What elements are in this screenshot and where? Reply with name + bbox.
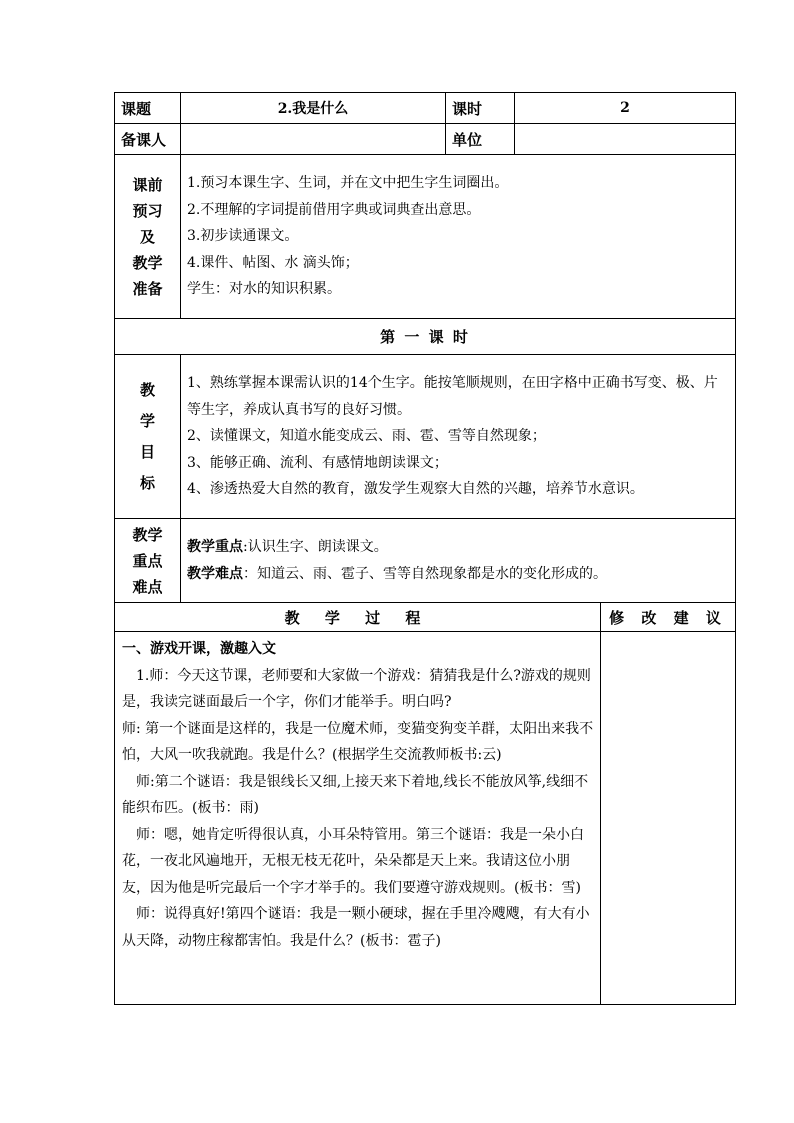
- process-paragraph: 师：说得真好!第四个谜语：我是一颗小硬球，握在手里冷飕飕，有大有小从天降，动物庄稼都害怕。我是什么？(板书：雹子): [122, 906, 590, 949]
- process-row: [115, 632, 736, 1005]
- goal-item: 2、读懂课文，知道水能变成云、雨、雹、雪等自然现象；: [187, 428, 546, 445]
- preparer-row: [115, 124, 736, 155]
- process-header-row: [115, 603, 736, 632]
- process-paragraph: 师：嗯，她肯定听得很认真，小耳朵特管用。第三个谜语：我是一朵小白花，一夜北风遍地开，无根无枝无花叶，朵朵都是天上来。我请这位小朋友，因为他是听完最后一个字才举手的。我们要遵守游戏规则。(板书：雪): [122, 826, 584, 896]
- keypoints-label: 教学 重点 难点: [115, 519, 181, 603]
- session-title: 第 一 课 时: [115, 319, 736, 355]
- suggest-content: [601, 632, 736, 1005]
- topic-value: 2.我是什么: [181, 93, 446, 124]
- difficulty-label: 教学难点: [187, 565, 243, 582]
- suggest-title: 修 改 建 议: [601, 603, 736, 632]
- section-heading: 一、游戏开课，激趣入文: [122, 641, 276, 657]
- session-row: [115, 319, 736, 355]
- unit-label: 单位: [446, 124, 515, 155]
- focus-text: :认识生字、朗读课文。: [243, 539, 388, 555]
- goal-item: 1、熟练掌握本课需认识的14个生字。能按笔顺规则，在田字格中正确书写变、极、片等生字，养成认真书写的良好习惯。: [187, 375, 718, 418]
- preparer-value: [181, 124, 446, 155]
- prep-item: 4.课件、帖图、水 滴头饰；: [187, 254, 359, 271]
- goal-item: 4、渗透热爱大自然的教育，激发学生观察大自然的兴趣，培养节水意识。: [187, 481, 644, 498]
- prep-row: [115, 155, 736, 319]
- process-paragraph: 师: 第一个谜面是这样的，我是一位魔术师，变猫变狗变羊群，太阳出来我不怕，大风一吹我就跑。我是什么？(根据学生交流教师板书:云): [122, 720, 594, 763]
- focus-line: [187, 534, 729, 561]
- unit-value: [515, 124, 736, 155]
- difficulty-text: ：知道云、雨、雹子、雪等自然现象都是水的变化形成的。: [243, 565, 607, 582]
- prep-item: 2.不理解的字词提前借用字典或词典查出意思。: [187, 201, 481, 218]
- hours-label: 课时: [446, 93, 515, 124]
- goal-item: 3、能够正确、流利、有感情地朗读课文；: [187, 454, 448, 471]
- topic-label: 课题: [115, 93, 181, 124]
- process-content: [115, 632, 601, 1005]
- prep-item: 学生：对水的知识积累。: [187, 281, 341, 298]
- prep-content: [181, 155, 736, 319]
- difficulty-line: [187, 561, 729, 588]
- process-paragraph: 1.师：今天这节课，老师要和大家做一个游戏：猜猜我是什么?游戏的规则是，我读完谜面最后一个字，你们才能举手。明白吗?: [122, 667, 591, 710]
- topic-row: [115, 93, 736, 124]
- lesson-plan-table: [114, 92, 736, 1005]
- prep-item: 3.初步读通课文。: [187, 228, 299, 245]
- goals-content: [181, 355, 736, 519]
- prep-item: 1.预习本课生字、生词，并在文中把生字生词圈出。: [187, 175, 509, 192]
- focus-label: 教学重点: [187, 539, 243, 555]
- preparer-label: 备课人: [115, 124, 181, 155]
- keypoints-row: [115, 519, 736, 603]
- keypoints-content: [181, 519, 736, 603]
- prep-label: 课前 预习 及 教学 准备: [115, 155, 181, 319]
- goals-row: [115, 355, 736, 519]
- process-title: 教 学 过 程: [115, 603, 601, 632]
- hours-value: 2: [515, 93, 736, 124]
- goals-label: 教 学 目 标: [115, 355, 181, 519]
- process-paragraph: 师:第二个谜语：我是银线长又细,上接天来下着地,线长不能放风筝,线细不能织布匹。(板书：雨): [122, 773, 589, 816]
